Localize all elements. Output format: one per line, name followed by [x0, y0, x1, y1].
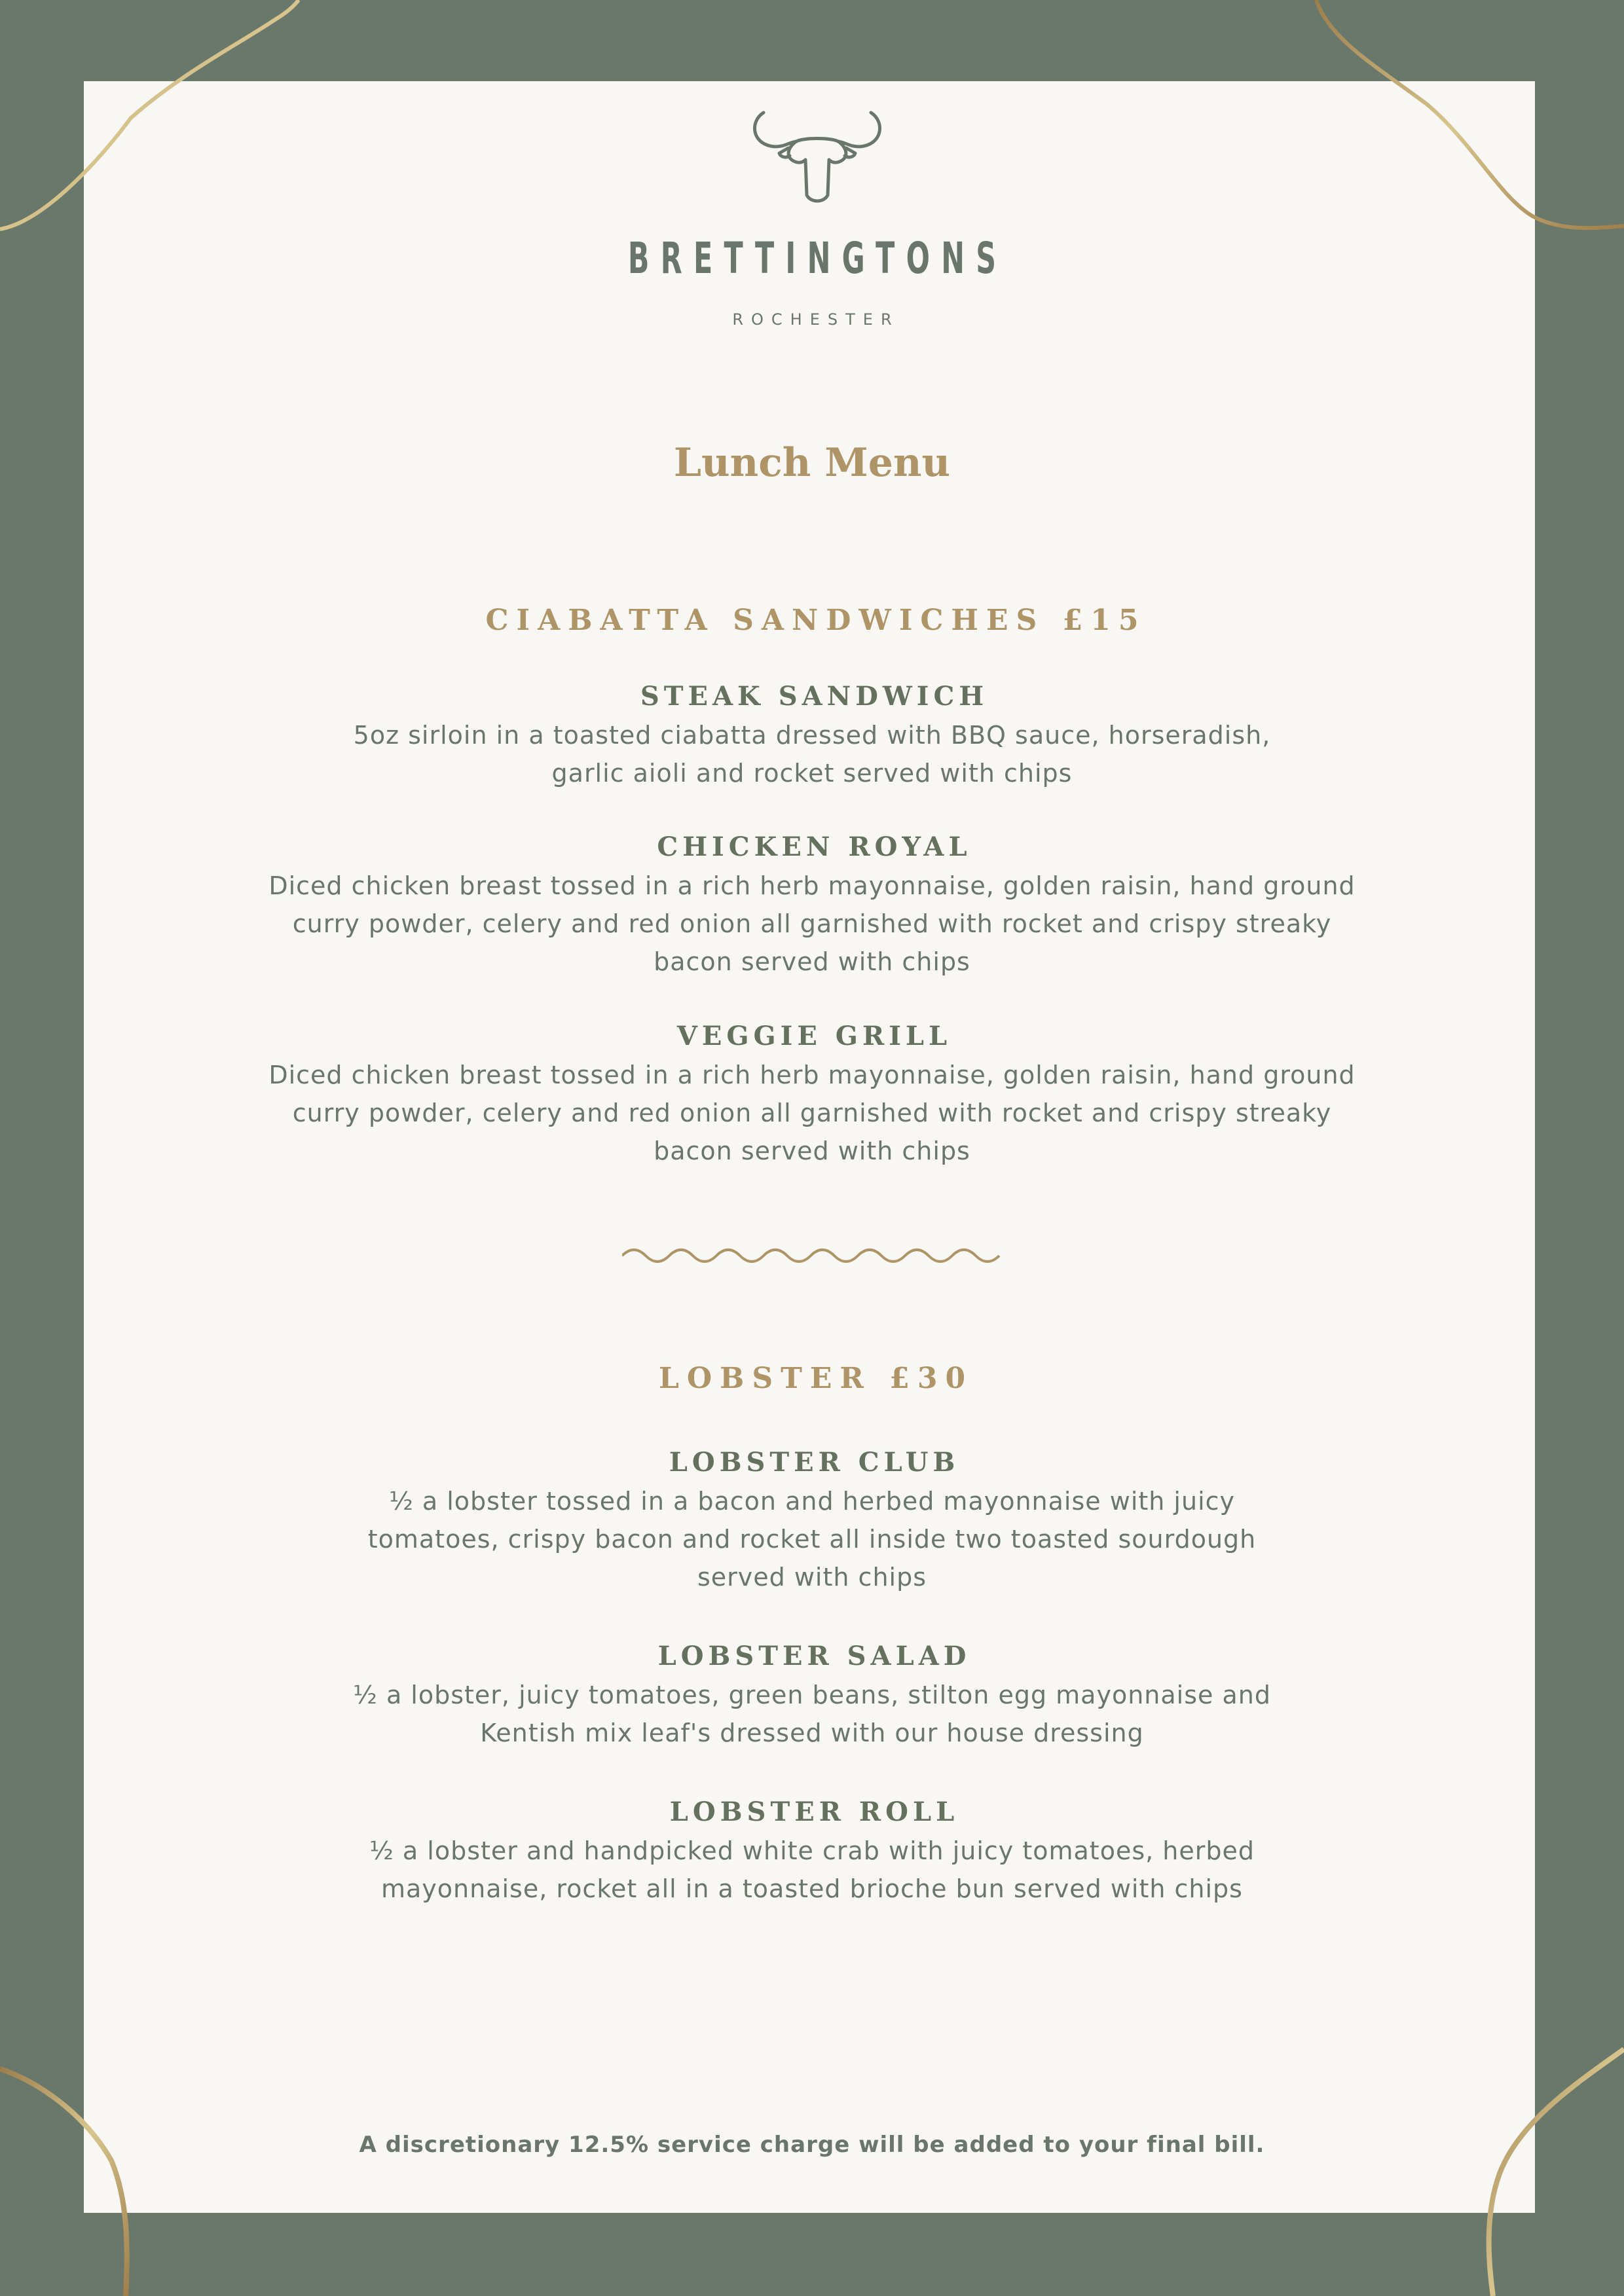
- brand-name: BRETTINGTONS: [627, 233, 1008, 283]
- item-name: LOBSTER ROLL: [669, 1796, 959, 1827]
- menu-title: Lunch Menu: [673, 440, 951, 486]
- item-description: Diced chicken breast tossed in a rich herb mayonnaise, golden raisin, hand ground curry powder, celery and red onion all garnished with rocket and crispy streaky bacon served with chips: [268, 871, 1356, 976]
- menu-item-lobster-salad: [0, 1638, 1624, 1752]
- item-name: STEAK SANDWICH: [640, 681, 989, 712]
- item-name: LOBSTER SALAD: [657, 1641, 971, 1671]
- item-name: LOBSTER CLUB: [669, 1447, 960, 1478]
- menu-item-steak-sandwich: [0, 678, 1624, 792]
- service-charge-note: A discretionary 12.5% service charge will be added to your final bill.: [359, 2132, 1265, 2158]
- menu-item-lobster-club: [0, 1444, 1624, 1596]
- menu-item-chicken-royal: [0, 829, 1624, 981]
- item-description: ½ a lobster tossed in a bacon and herbed mayonnaise with juicy tomatoes, crispy bacon and rocket all inside two toasted sourdough served with chips: [367, 1487, 1257, 1592]
- section-heading-ciabatta: CIABATTA SANDWICHES £15: [485, 604, 1147, 637]
- item-description: ½ a lobster and handpicked white crab with juicy tomatoes, herbed mayonnaise, rocket all in a toasted brioche bun served with chips: [369, 1836, 1255, 1903]
- section-heading-lobster: LOBSTER £30: [658, 1362, 974, 1395]
- item-name: VEGGIE GRILL: [676, 1021, 952, 1051]
- wavy-divider: [622, 1241, 1002, 1270]
- item-description: 5oz sirloin in a toasted ciabatta dressed with BBQ sauce, horseradish, garlic aioli and rocket served with chips: [353, 721, 1271, 788]
- brand-location: ROCHESTER: [732, 310, 900, 329]
- menu-item-lobster-roll: [0, 1794, 1624, 1908]
- item-name: CHICKEN ROYAL: [657, 831, 972, 862]
- menu-item-veggie-grill: [0, 1018, 1624, 1170]
- item-description: ½ a lobster, juicy tomatoes, green beans, stilton egg mayonnaise and Kentish mix leaf's dressed with our house dressing: [353, 1681, 1271, 1747]
- bull-head-icon: [745, 105, 889, 210]
- item-description: Diced chicken breast tossed in a rich herb mayonnaise, golden raisin, hand ground curry powder, celery and red onion all garnished with rocket and crispy streaky bacon served with chips: [268, 1061, 1356, 1165]
